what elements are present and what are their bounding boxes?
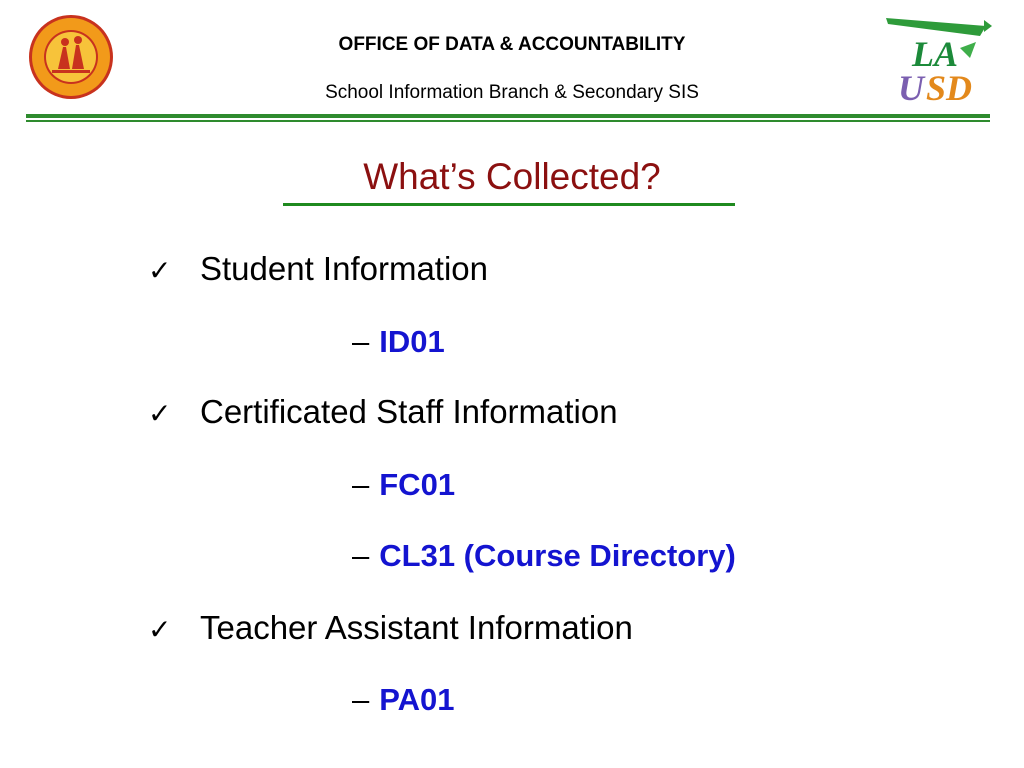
lausd-logo-icon [884,16,994,106]
record-code: ID01 [379,324,445,359]
dash: – [352,467,370,502]
sub-item-pa01 [352,682,455,718]
list-item-teacher-assistant [148,609,633,647]
list-item-certificated-staff [148,393,618,431]
title-underline [283,203,735,206]
svg-text:LA: LA [912,34,959,74]
item-label: Certificated Staff Information [200,393,618,430]
list-item-student [148,250,488,288]
dash: – [352,682,370,717]
header-rule [26,114,990,118]
checkmark-icon: ✓ [148,255,172,286]
checkmark-icon: ✓ [148,614,172,645]
record-code: PA01 [379,682,455,717]
svg-text:U: U [898,68,924,106]
dash: – [352,538,370,573]
checkmark-icon: ✓ [148,398,172,429]
branch-subtitle: School Information Branch & Secondary SIS [325,82,699,103]
dash: – [352,324,370,359]
sub-item-id01 [352,324,445,360]
item-label: Student Information [200,250,489,287]
slide-title: What’s Collected? [363,156,661,197]
sub-item-fc01 [352,467,455,503]
office-title: OFFICE OF DATA & ACCOUNTABILITY [338,34,686,55]
item-label: Teacher Assistant Information [200,609,633,646]
header-rule-thin [26,120,990,122]
record-code: FC01 [379,467,456,502]
record-code: CL31 (Course Directory) [379,538,736,573]
sub-item-cl31 [352,538,736,574]
svg-text:SD: SD [926,68,973,106]
